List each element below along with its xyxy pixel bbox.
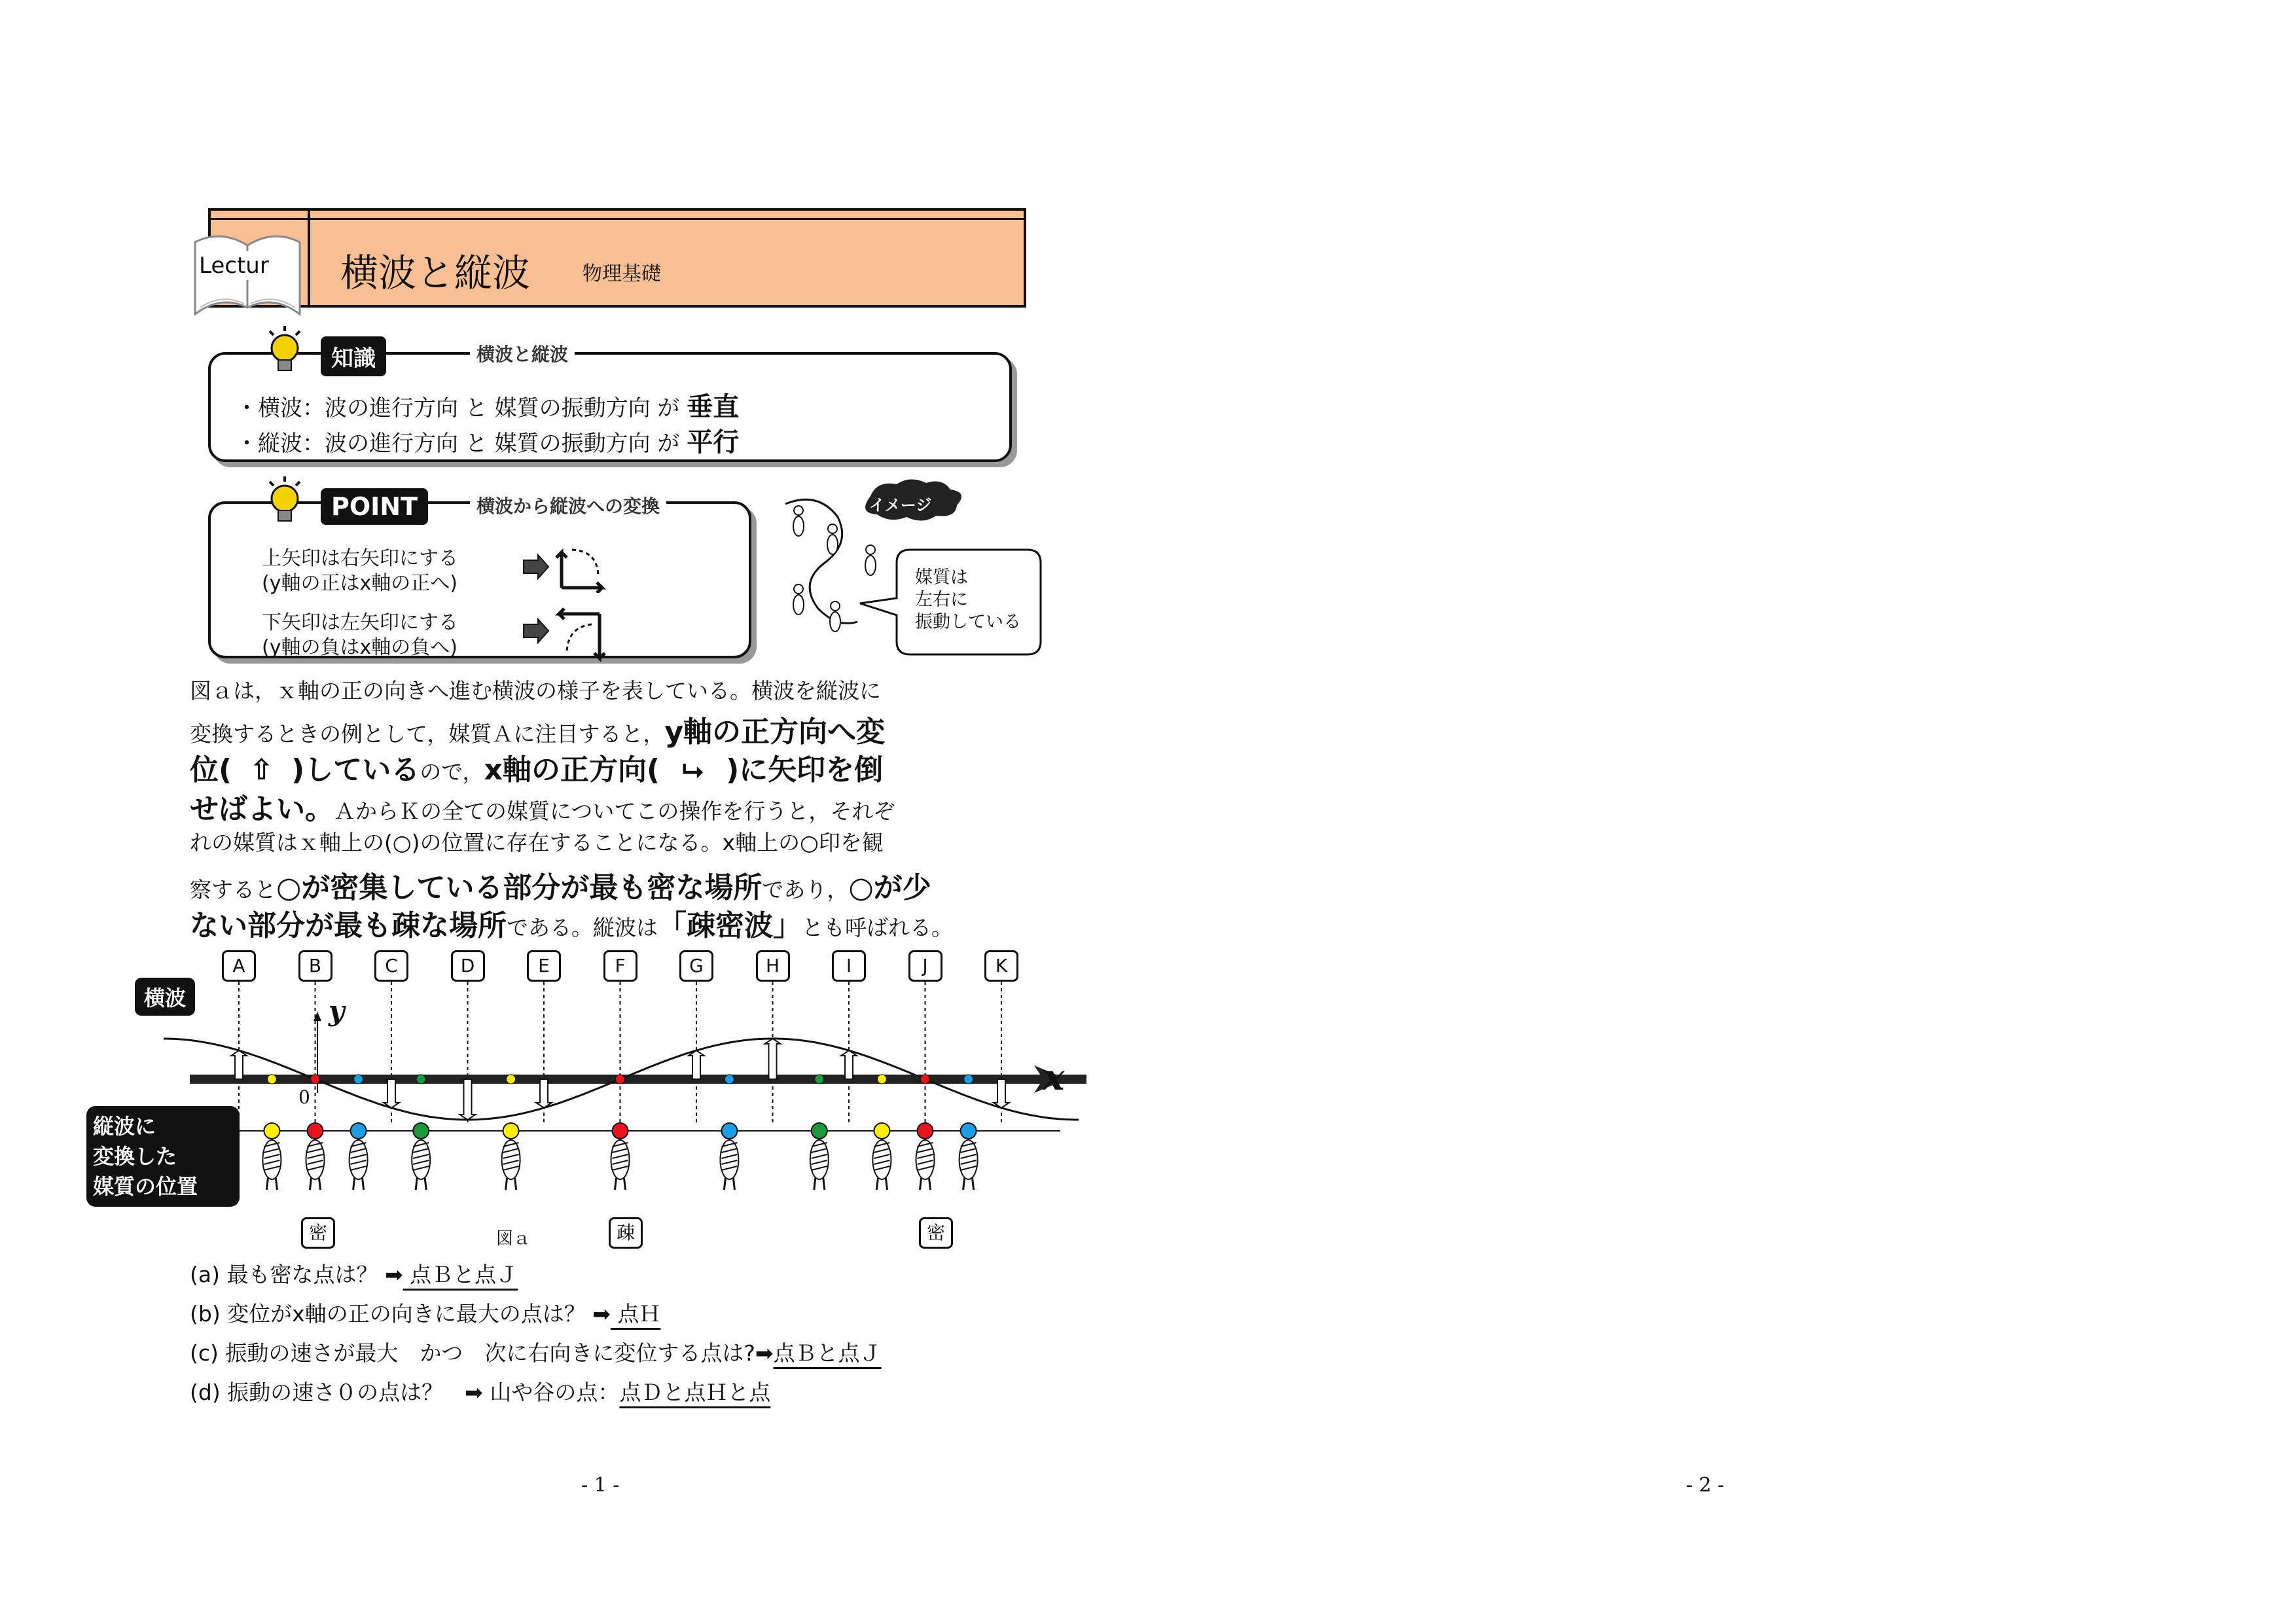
body-line-1: 図ａは，ｘ軸の正の向きへ進む横波の様子を表している。横波を縦波に xyxy=(190,678,881,704)
figure-caption: 図ａ xyxy=(496,1229,531,1249)
body-line-7-d: とも呼ばれる。 xyxy=(802,915,953,940)
dense-label-2: 密 xyxy=(919,1217,953,1249)
medium-person-G xyxy=(720,1123,738,1190)
up-to-right-conversion-icon xyxy=(521,541,613,593)
body-line-6-a: 察すると xyxy=(190,877,276,902)
body-line-5: れの媒質はｘ軸上の(○)の位置に存在することになる。x軸上の○印を観 xyxy=(190,830,884,855)
medium-head-F xyxy=(613,1123,628,1139)
point-label-A: A xyxy=(222,950,256,982)
point-subtitle: 横波から縦波への変換 xyxy=(470,492,666,518)
axis-dot-A xyxy=(267,1075,276,1084)
axis-dot-I xyxy=(877,1075,886,1084)
body-line-3 xyxy=(190,746,883,788)
point-label-F: F xyxy=(603,950,637,982)
page-number-right: - 2 - xyxy=(1686,1474,1725,1497)
sparse-label: 疎 xyxy=(609,1217,643,1249)
medium-person-H xyxy=(810,1123,829,1190)
dense-label-1: 密 xyxy=(301,1217,335,1249)
medium-person-D xyxy=(412,1123,430,1190)
body-line-7-b: である。縦波は xyxy=(507,915,658,940)
book-label: Lectur xyxy=(196,251,272,280)
knowledge-line-2 xyxy=(236,421,739,459)
longitudinal-tag-line-2: 変換した xyxy=(93,1144,177,1169)
question-d-text: (d) 振動の速さ０の点は？ ➡ 山や谷の点： xyxy=(190,1380,620,1405)
header-top-band xyxy=(208,208,1026,220)
speech-bubble-text xyxy=(915,567,1021,633)
axis-dot-E xyxy=(507,1075,516,1084)
body-line-7 xyxy=(190,902,953,944)
image-cloud-label: イメージ xyxy=(869,496,932,514)
y-axis-label: y xyxy=(329,995,345,1027)
question-a xyxy=(190,1258,518,1289)
longitudinal-tag-line-1: 縦波に xyxy=(93,1114,156,1139)
body-line-3-b: )している xyxy=(291,753,420,787)
body-line-4-emphasis: せばよい。 xyxy=(190,793,334,826)
body-line-6-c: であり， xyxy=(762,877,849,902)
question-b-answer: 点Ｈ xyxy=(610,1301,661,1327)
medium-head-E xyxy=(503,1123,519,1139)
medium-head-A xyxy=(264,1123,279,1139)
longitudinal-tag-line-3: 媒質の位置 xyxy=(93,1174,198,1199)
point-tag: POINT xyxy=(321,488,428,525)
body-line-3-c: ので， xyxy=(420,759,484,785)
medium-head-C xyxy=(351,1123,367,1139)
axis-dot-H xyxy=(815,1075,824,1084)
knowledge-line-2-text: ・縦波：波の進行方向 と 媒質の振動方向 が xyxy=(236,431,680,457)
question-d xyxy=(190,1376,770,1406)
knowledge-line-1 xyxy=(236,386,739,423)
up-arrow-icon: ⇧ xyxy=(249,753,274,787)
body-line-7-c: 「疎密波」 xyxy=(658,909,802,942)
axis-dot-J xyxy=(921,1075,930,1084)
question-c-answer: 点Ｂと点Ｊ xyxy=(773,1340,882,1366)
knowledge-line-1-emphasis: 垂直 xyxy=(687,392,740,422)
down-to-left-conversion-icon xyxy=(521,605,613,664)
knowledge-subtitle: 横波と縦波 xyxy=(470,340,575,366)
medium-people xyxy=(262,1123,977,1190)
body-line-2-text: 変換するときの例として，媒質Ａに注目すると， xyxy=(190,721,665,747)
question-a-answer: 点Ｂと点Ｊ xyxy=(403,1262,518,1287)
medium-head-I xyxy=(874,1123,889,1139)
body-line-3-a: 位( xyxy=(190,753,232,787)
axis-dot-F xyxy=(616,1075,625,1084)
axis-dot-C xyxy=(354,1075,363,1084)
knowledge-tag: 知識 xyxy=(321,336,386,376)
question-a-text: (a) 最も密な点は？ ➡ xyxy=(190,1262,403,1287)
point-line-1: 上矢印は右矢印にする xyxy=(262,547,458,570)
displacement-arrow-D xyxy=(460,1079,476,1120)
page-number-left: - 1 - xyxy=(581,1474,620,1497)
body-line-7-a: ない部分が最も疎な場所 xyxy=(190,909,507,942)
knowledge-line-2-emphasis: 平行 xyxy=(687,427,740,457)
page-title: 横波と縦波 xyxy=(340,251,531,295)
question-d-answer: 点Ｄと点Ｈと点 xyxy=(619,1380,771,1405)
question-b-text: (b) 変位がx軸の正の向きに最大の点は？ ➡ xyxy=(190,1301,611,1327)
point-label-C: C xyxy=(374,950,408,982)
medium-head-J xyxy=(918,1123,933,1139)
medium-head-D xyxy=(413,1123,429,1139)
point-label-K: K xyxy=(984,950,1018,982)
body-line-2-emphasis: y軸の正方向へ変 xyxy=(664,715,886,749)
body-line-6-b: ○が密集している部分が最も密な場所 xyxy=(276,871,762,904)
point-label-G: G xyxy=(679,950,713,982)
point-label-I: I xyxy=(832,950,866,982)
bubble-line-3: 振動している xyxy=(915,612,1021,632)
medium-head-K xyxy=(961,1123,977,1139)
body-line-3-d: x軸の正方向( xyxy=(484,753,660,787)
medium-person-C xyxy=(350,1123,368,1190)
body-line-2 xyxy=(190,708,885,750)
axis-dot-K xyxy=(964,1075,973,1084)
body-line-6-d: ○が少 xyxy=(848,871,931,904)
point-label-B: B xyxy=(298,950,332,982)
longitudinal-tag xyxy=(86,1106,240,1207)
medium-head-G xyxy=(721,1123,737,1139)
medium-person-I xyxy=(872,1123,891,1190)
medium-person-B xyxy=(306,1123,325,1190)
origin-label: 0 xyxy=(298,1086,310,1108)
question-c xyxy=(190,1336,882,1367)
body-line-4-text: ＡからＫの全ての媒質についてこの操作を行うと，それぞ xyxy=(334,798,895,824)
point-label-D: D xyxy=(451,950,485,982)
medium-person-J xyxy=(916,1123,935,1190)
bubble-line-2: 左右に xyxy=(915,590,968,610)
point-label-J: J xyxy=(908,950,942,982)
medium-head-B xyxy=(308,1123,323,1139)
medium-person-E xyxy=(502,1123,520,1190)
displacement-arrow-H xyxy=(765,1039,781,1079)
lightbulb-icon xyxy=(262,323,308,376)
medium-head-H xyxy=(812,1123,827,1139)
body-line-3-e: )に矢印を倒 xyxy=(726,753,884,787)
axis-dot-D xyxy=(416,1075,425,1084)
transverse-tag: 横波 xyxy=(135,978,195,1016)
point-line-4: (y軸の負はx軸の負へ) xyxy=(262,636,457,659)
axis-dot-B xyxy=(311,1075,320,1084)
subject-label: 物理基礎 xyxy=(583,262,661,285)
point-line-2: (y軸の正はx軸の正へ) xyxy=(262,572,457,595)
medium-person-F xyxy=(611,1123,630,1190)
up-to-right-arrow-icon: ⮡ xyxy=(682,756,704,786)
x-axis-label: x xyxy=(1043,1056,1065,1098)
header-divider xyxy=(308,208,310,308)
point-line-3: 下矢印は左矢印にする xyxy=(262,611,458,634)
lightbulb-icon xyxy=(262,474,308,526)
body-line-4 xyxy=(190,785,895,827)
bubble-line-1: 媒質は xyxy=(915,567,968,588)
point-label-E: E xyxy=(527,950,561,982)
axis-dot-G xyxy=(725,1075,734,1084)
point-label-H: H xyxy=(756,950,790,982)
medium-person-K xyxy=(960,1123,978,1190)
medium-person-A xyxy=(262,1123,281,1190)
question-b xyxy=(190,1297,660,1328)
question-c-text: (c) 振動の速さが最大 かつ 次に右向きに変位する点は?➡ xyxy=(190,1340,774,1366)
knowledge-line-1-text: ・横波：波の進行方向 と 媒質の振動方向 が xyxy=(236,395,680,421)
body-line-6 xyxy=(190,864,931,906)
